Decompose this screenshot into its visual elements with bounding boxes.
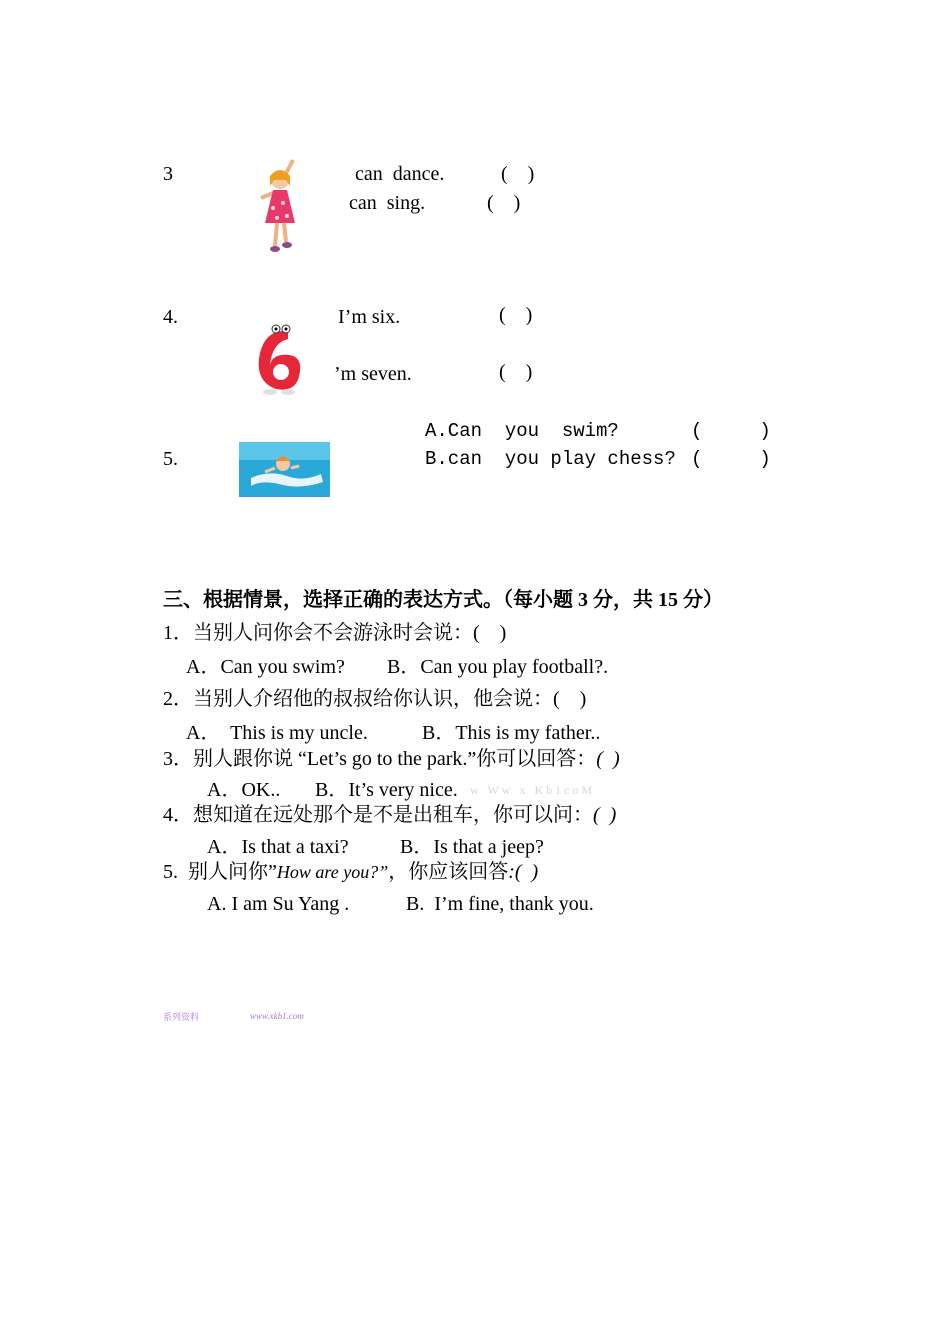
q3-answer-blank-2[interactable]: ( )	[487, 192, 521, 214]
q4-option-1: I’m six.	[338, 306, 401, 328]
s3-q1-option-a[interactable]: A．Can you swim?	[186, 656, 345, 678]
watermark: w Ww x Kb1coM	[470, 783, 596, 797]
q4-number: 4.	[163, 306, 178, 328]
q4-option-2: ’m seven.	[334, 363, 412, 385]
footer-site-link[interactable]: www.xkb1.com	[250, 1011, 304, 1021]
q3-answer-blank-1[interactable]: ( )	[501, 163, 535, 185]
s3-q5-option-b[interactable]: B. I’m fine, thank you.	[406, 893, 594, 915]
s3-q3-option-a[interactable]: A．OK..	[207, 779, 281, 801]
q4-answer-blank-1[interactable]: ( )	[499, 304, 533, 326]
s3-q1-option-b[interactable]: B．Can you play football?.	[387, 656, 609, 678]
s3-q5-answer-blank[interactable]: :( )	[508, 861, 539, 883]
q3-option-2: can sing.	[349, 192, 426, 214]
s3-question-3: 3．别人跟你说 “Let’s go to the park.”你可以回答：( )	[163, 748, 620, 770]
s3-question-2: 2．当别人介绍他的叔叔给你认识，他会说：( )	[163, 688, 587, 710]
q5-number: 5.	[163, 448, 178, 470]
number-six-image	[240, 303, 300, 378]
s3-q4-option-a[interactable]: A．Is that a taxi?	[207, 836, 349, 858]
q3-number: 3	[163, 163, 173, 185]
q3-option-1: can dance.	[355, 163, 445, 185]
s3-q3-option-b[interactable]: B．It’s very nice.	[315, 779, 458, 801]
s3-q4-option-b[interactable]: B．Is that a jeep?	[400, 836, 544, 858]
q5-option-a: A.Can you swim?	[425, 420, 619, 442]
s3-question-1: 1．当别人问你会不会游泳时会说：( )	[163, 622, 507, 644]
s3-question-4: 4．想知道在远处那个是不是出租车，你可以问：( )	[163, 804, 617, 826]
s3-question-5: 5. 别人问你”How are you?”，你应该回答:( )	[163, 861, 539, 883]
q5-option-b: B.can you play chess?	[425, 448, 676, 470]
q5-answer-blank-a[interactable]: ( )	[691, 420, 771, 442]
section-3-heading: 三、根据情景，选择正确的表达方式。（每小题 3 分，共 15 分）	[163, 589, 723, 611]
s3-q2-option-a[interactable]: A． This is my uncle.	[186, 722, 368, 744]
s3-q2-option-b[interactable]: B．This is my father..	[422, 722, 601, 744]
s3-q3-answer-blank[interactable]: ( )	[596, 748, 620, 770]
s3-q4-answer-blank[interactable]: ( )	[593, 804, 617, 826]
swimming-boy-image	[231, 424, 322, 479]
q5-answer-blank-b[interactable]: ( )	[691, 448, 771, 470]
q4-answer-blank-2[interactable]: ( )	[499, 361, 533, 383]
dancing-girl-image	[245, 140, 300, 240]
s3-q5-option-a[interactable]: A. I am Su Yang .	[207, 893, 350, 915]
footer-series-label: 系列资料	[163, 1012, 200, 1022]
